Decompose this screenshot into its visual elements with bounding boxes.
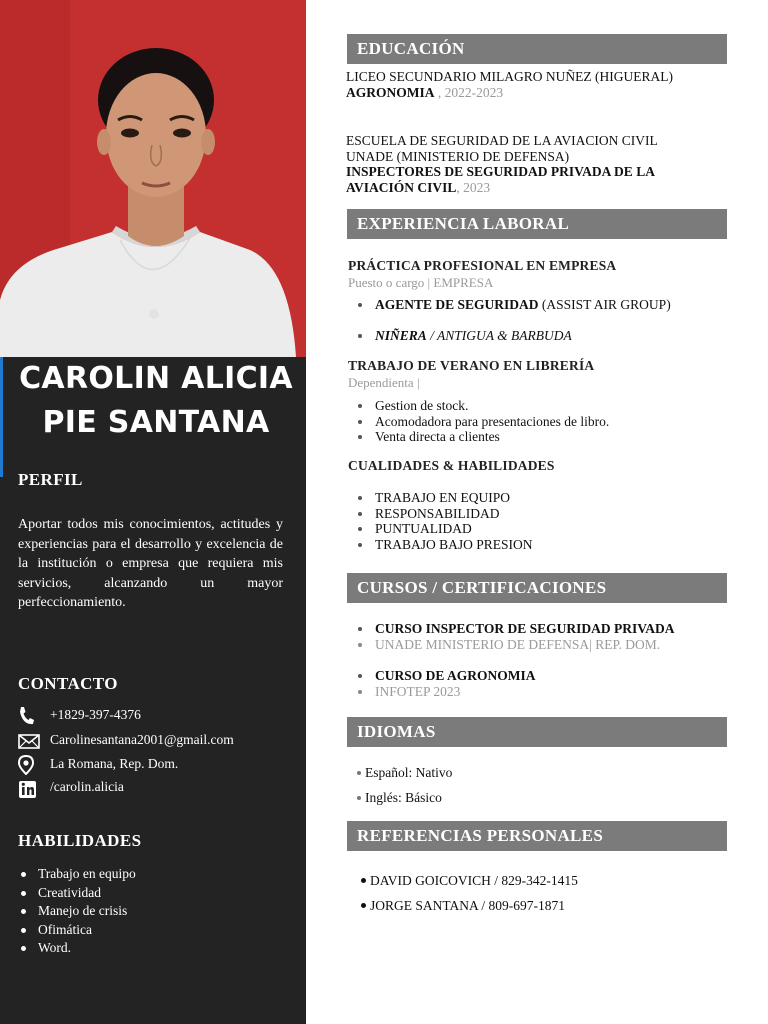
job1-list — [357, 297, 671, 343]
list-item: CURSO INSPECTOR DE SEGURIDAD PRIVADA — [357, 621, 675, 637]
contacto-heading: CONTACTO — [18, 674, 118, 693]
contact-phone — [18, 706, 298, 726]
education-degree-line — [346, 85, 736, 101]
list-item: Ofimática — [20, 921, 136, 940]
list-item: Venta directa a clientes — [357, 429, 609, 445]
education-school: LICEO SECUNDARIO MILAGRO NUÑEZ (HIGUERAL) — [346, 69, 673, 84]
educacion-heading: EDUCACIÓN — [347, 34, 727, 64]
list-item: Word. — [20, 939, 136, 958]
education-degree-cont: AVIACIÓN CIVIL — [346, 179, 457, 195]
contact-linkedin — [18, 778, 298, 798]
education-school: ESCUELA DE SEGURIDAD DE LA AVIACION CIVIL — [346, 133, 658, 148]
contact-email — [18, 731, 298, 751]
email-text[interactable]: Carolinesantana2001@gmail.com — [50, 732, 234, 747]
sidebar — [0, 0, 306, 1024]
list-item: AGENTE DE SEGURIDAD (ASSIST AIR GROUP) — [357, 297, 671, 313]
experiencia-heading: EXPERIENCIA LABORAL — [347, 209, 727, 239]
habilidades-list — [20, 865, 136, 958]
language-item: Español: Nativo — [357, 765, 452, 781]
phone-icon — [18, 706, 40, 726]
bullet — [357, 771, 361, 775]
habilidades-heading: HABILIDADES — [18, 831, 142, 850]
location-text: La Romana, Rep. Dom. — [50, 756, 179, 771]
linkedin-text[interactable]: /carolin.alicia — [50, 779, 124, 794]
job-subtitle: Puesto o cargo | EMPRESA — [348, 275, 494, 290]
reference-item: JORGE SANTANA / 809-697-1871 — [361, 898, 565, 914]
job-subtitle: Dependienta | — [348, 375, 420, 390]
perfil-heading: PERFIL — [18, 470, 83, 489]
list-item: UNADE MINISTERIO DE DEFENSA| REP. DOM. — [357, 637, 675, 653]
list-item: TRABAJO BAJO PRESION — [357, 537, 533, 553]
job2-list — [357, 398, 609, 445]
education-years: , 2023 — [456, 179, 491, 195]
cualidades-list — [357, 490, 533, 552]
location-pin-icon — [18, 755, 40, 775]
name-block — [0, 357, 306, 477]
education-degree: AGRONOMIA — [346, 84, 435, 100]
list-item: CURSO DE AGRONOMIA — [357, 668, 536, 684]
contact-location — [18, 755, 298, 775]
list-item: Manejo de crisis — [20, 902, 136, 921]
full-name-line-1: CAROLIN ALICIA — [19, 361, 293, 396]
list-item: Acomodadora para presentaciones de libro. — [357, 414, 609, 430]
reference-item: DAVID GOICOVICH / 829-342-1415 — [361, 873, 578, 889]
education-school-sub: UNADE (MINISTERIO DE DEFENSA) — [346, 148, 570, 164]
curso1-list — [357, 621, 675, 652]
linkedin-icon — [18, 778, 40, 798]
profile-photo — [0, 0, 306, 357]
idiomas-heading: IDIOMAS — [347, 717, 727, 747]
list-item: NIÑERA / ANTIGUA & BARBUDA — [357, 328, 671, 344]
list-item: PUNTUALIDAD — [357, 521, 533, 537]
bullet — [361, 878, 366, 883]
list-item: Creatividad — [20, 884, 136, 903]
language-item: Inglés: Básico — [357, 790, 442, 806]
list-item: Gestion de stock. — [357, 398, 609, 414]
cualidades-heading: CUALIDADES & HABILIDADES — [348, 458, 555, 473]
list-item: RESPONSABILIDAD — [357, 506, 533, 522]
education-entry-2 — [346, 133, 736, 195]
envelope-icon — [18, 731, 40, 751]
bullet — [357, 796, 361, 800]
job-title: PRÁCTICA PROFESIONAL EN EMPRESA — [348, 258, 617, 273]
phone-text: +1829-397-4376 — [50, 707, 141, 722]
education-entry-1 — [346, 69, 736, 100]
education-degree: INSPECTORES DE SEGURIDAD PRIVADA DE LA — [346, 164, 655, 179]
full-name-line-2: PIE SANTANA — [42, 405, 270, 440]
referencias-heading: REFERENCIAS PERSONALES — [347, 821, 727, 851]
curso2-list — [357, 668, 536, 699]
cursos-heading: CURSOS / CERTIFICACIONES — [347, 573, 727, 603]
list-item: INFOTEP 2023 — [357, 684, 536, 700]
list-item: TRABAJO EN EQUIPO — [357, 490, 533, 506]
job-title: TRABAJO DE VERANO EN LIBRERÍA — [348, 358, 595, 373]
bullet — [361, 903, 366, 908]
list-item: Trabajo en equipo — [20, 865, 136, 884]
education-years: , 2022-2023 — [434, 84, 504, 100]
perfil-text: Aportar todos mis conocimientos, actitudes y experiencias para el desarrollo y excelencia de la institución o empresa que requiera mis servicios, alcanzando un mayor perfeccionamiento. — [18, 517, 283, 611]
